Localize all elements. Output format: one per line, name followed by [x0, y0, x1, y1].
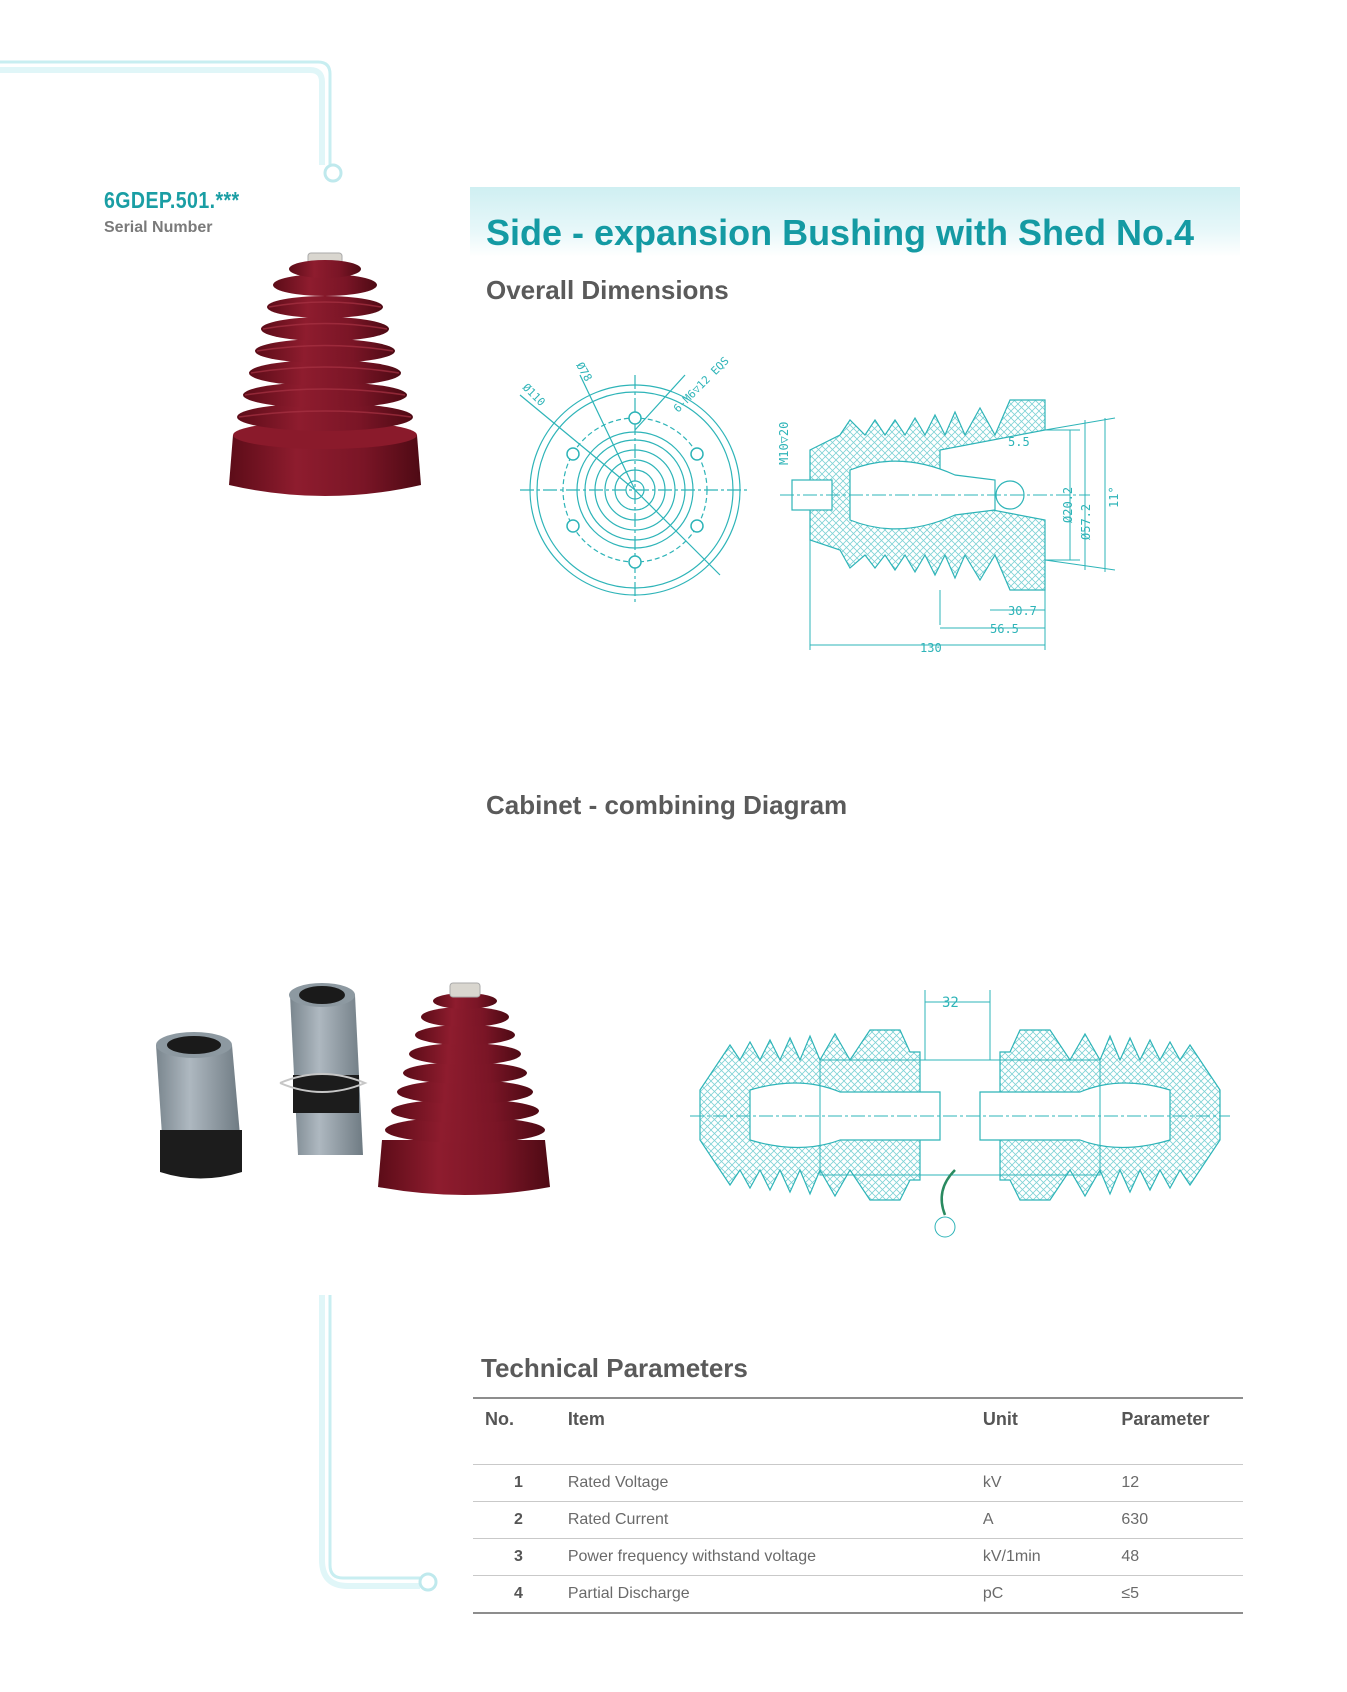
page-title: Side - expansion Bushing with Shed No.4	[486, 212, 1195, 253]
front-view-drawing	[500, 335, 770, 625]
cell-parameter: 12	[1120, 1465, 1243, 1502]
label-d57-2: Ø57.2	[1079, 503, 1093, 540]
label-m10: M10▽20	[777, 421, 791, 465]
label-d110: Ø110	[519, 380, 548, 409]
cell-unit: kV	[982, 1465, 1121, 1502]
bushing-photo	[225, 245, 425, 510]
label-5-5: 5.5	[1008, 435, 1030, 449]
serial-label: Serial Number	[104, 219, 213, 236]
cabinet-diagram-heading: Cabinet - combining Diagram	[486, 790, 848, 820]
accessories-photo	[150, 965, 580, 1205]
technical-parameters-heading: Technical Parameters	[481, 1353, 748, 1383]
label-130: 130	[920, 641, 942, 655]
cell-no: 4	[473, 1576, 564, 1614]
side-section-drawing	[777, 390, 1150, 655]
cell-no: 3	[473, 1539, 564, 1576]
label-angle: 11°	[1107, 486, 1121, 508]
cell-unit: A	[982, 1502, 1121, 1539]
cell-item: Partial Discharge	[564, 1576, 982, 1614]
header-parameter: Parameter	[1121, 1409, 1210, 1429]
cell-item: Rated Voltage	[564, 1465, 982, 1502]
serial-code: 6GDEP.501.***	[104, 187, 240, 213]
header-unit: Unit	[982, 1409, 1018, 1429]
cell-parameter: 630	[1120, 1502, 1243, 1539]
label-d20-2: Ø20.2	[1061, 486, 1075, 523]
label-56-5: 56.5	[990, 622, 1019, 636]
cell-unit: pC	[982, 1576, 1121, 1614]
table-row	[473, 1502, 1243, 1539]
cell-no: 2	[473, 1502, 564, 1539]
label-d78: Ø78	[573, 360, 595, 384]
overall-dimensions-heading: Overall Dimensions	[486, 275, 729, 305]
table-row	[473, 1539, 1243, 1576]
cell-no: 1	[473, 1465, 564, 1502]
label-holes: 6-M6▽12 EQS	[670, 354, 732, 416]
parameters-table	[473, 1397, 1243, 1614]
cell-item: Power frequency withstand voltage	[564, 1539, 982, 1576]
combined-section-drawing	[690, 990, 1230, 1250]
cell-parameter: ≤5	[1120, 1576, 1243, 1614]
table-header-row	[473, 1398, 1243, 1465]
label-32: 32	[942, 995, 959, 1011]
table-row	[473, 1465, 1243, 1502]
header-item: Item	[567, 1409, 605, 1429]
cell-unit: kV/1min	[982, 1539, 1121, 1576]
cell-parameter: 48	[1120, 1539, 1243, 1576]
label-30-7: 30.7	[1008, 604, 1037, 618]
header-no: No.	[485, 1409, 514, 1429]
table-row	[473, 1576, 1243, 1614]
cell-item: Rated Current	[564, 1502, 982, 1539]
